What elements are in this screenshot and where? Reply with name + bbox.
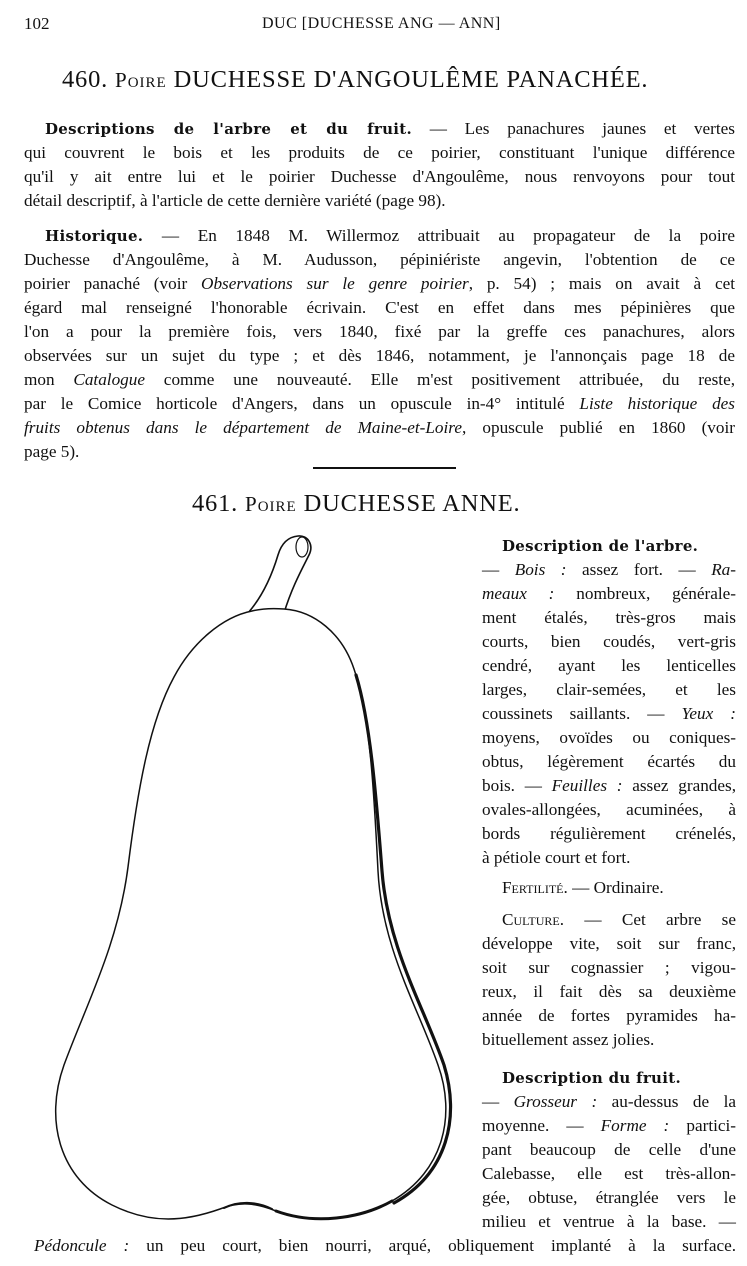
hist-line-5: l'on a pour la première fois, vers 1840, fixé par la greffe ces panachures, alors — [24, 322, 735, 341]
variety-name: DUCHESSE D'ANGOULÊME PANACHÉE. — [173, 66, 649, 93]
arbre-line-2: meaux : nombreux, généralе- — [482, 584, 736, 603]
hist-line-10: page 5). — [24, 442, 80, 461]
pedoncule-line: Pédoncule : un peu court, bien nourri, arqué, obliquement implanté à la surface. — [34, 1236, 736, 1255]
title-461 — [192, 490, 520, 518]
pear-illustration — [40, 525, 470, 1225]
culture-line-2: développe vite, soit sur franc, — [482, 934, 736, 953]
arbre-line-4: courts, bien coudés, vert-gris — [482, 632, 736, 651]
culture-line-5: année de fortes pyramides ha- — [482, 1006, 736, 1025]
poire-label: Poire — [245, 492, 297, 516]
title-460 — [62, 66, 648, 94]
arbre-line-1: — Bois : assez fort. — Ra- — [482, 560, 737, 579]
hist-line-7: mon Catalogue comme une nouveauté. Elle m'est positivement attribuée, du reste, — [24, 370, 735, 389]
fruit-line-4: Calebasse, elle est très-allon- — [482, 1164, 736, 1183]
hist-line-3: poirier panaché (voir Observations sur le genre poirier, p. 54) ; mais on avait à cet — [24, 274, 735, 293]
entry-number: 461. — [192, 490, 239, 517]
culture-line-1: Culture. — Cet arbre se — [502, 910, 736, 929]
hist-line-4: égard mal renseigné l'honorable écrivain. C'est en effet dans mes pépinières que — [24, 298, 735, 317]
poire-label: Poire — [115, 68, 167, 92]
desc-460-line-2: qui couvrent le bois et les produits de ce poirier, constituant l'unique différence — [24, 143, 735, 162]
arbre-line-3: ment étalés, très-gros mais — [482, 608, 736, 627]
arbre-line-5: cendré, ayant les lenticelles — [482, 656, 736, 675]
arbre-line-11: ovales-allongées, acuminées, à — [482, 800, 736, 819]
arbre-line-10: bois. — Feuilles : assez grandes, — [482, 776, 736, 795]
page-number: 102 — [24, 14, 50, 33]
desc-heading: Descriptions de l'arbre et du fruit. — [45, 120, 413, 138]
pedoncule-label: Pédoncule : — [34, 1236, 130, 1255]
arbre-line-12: bords régulièrement crénelés, — [482, 824, 736, 843]
culture-line-4: reux, il fait dès sa deuxième — [482, 982, 736, 1001]
hist-line-2: Duchesse d'Angoulême, à M. Audusson, pépiniériste angevin, l'obtention de ce — [24, 250, 735, 269]
culture-line-3: soit sur cognassier ; vigou- — [482, 958, 736, 977]
entry-number: 460. — [62, 66, 109, 93]
fertilite-label: Fertilité. — [502, 878, 568, 897]
section-divider — [313, 467, 456, 469]
fruit-line-6: milieu et ventrue à la base. — — [482, 1212, 736, 1231]
fruit-line-2: moyenne. — Forme : partici- — [482, 1116, 737, 1135]
variety-name: DUCHESSE ANNE. — [303, 490, 521, 517]
fruit-line-5: gée, obtuse, étranglée vers le — [482, 1188, 736, 1207]
arbre-line-8: moyens, ovoïdes ou coniques- — [482, 728, 736, 747]
desc-460-line-1: Descriptions de l'arbre et du fruit. — Les panachures jaunes et vertes — [45, 119, 735, 138]
fruit-heading: Description du fruit. — [502, 1069, 682, 1087]
arbre-line-6: larges, clair-semées, et les — [482, 680, 736, 699]
fruit-line-1: — Grosseur : au-dessus de la — [482, 1092, 736, 1111]
arbre-line-7: coussinets saillants. — Yeux : — [482, 704, 736, 723]
fertilite: Fertilité. — Ordinaire. — [502, 878, 664, 897]
running-title: DUC [DUCHESSE ANG — ANN] — [262, 15, 501, 32]
hist-line-1: Historique. — En 1848 M. Willermoz attribuait au propagateur de la poire — [45, 226, 735, 245]
hist-line-8: par le Comice horticole d'Angers, dans un opuscule in-4° intitulé Liste historique des — [24, 394, 735, 413]
culture-label: Culture. — [502, 910, 564, 929]
arbre-line-9: obtus, légèrement écartés du — [482, 752, 736, 771]
arbre-line-13: à pétiole court et fort. — [482, 848, 631, 867]
desc-460-line-4: détail descriptif, à l'article de cette dernière variété (page 98). — [24, 191, 446, 210]
arbre-heading: Description de l'arbre. — [502, 537, 699, 555]
hist-line-9: fruits obtenus dans le département de Maine-et-Loire, opuscule publié en 1860 (voir — [24, 418, 735, 437]
fruit-line-3: pant beaucoup de celle d'une — [482, 1140, 736, 1159]
hist-line-6: observées sur un sujet du type ; et dès 1846, notamment, je l'annonçais page 18 de — [24, 346, 735, 365]
culture-line-6: bituellement assez jolies. — [482, 1030, 655, 1049]
hist-heading: Historique. — [45, 227, 144, 245]
desc-460-line-3: qu'il y ait entre lui et le poirier Duchesse d'Angoulême, nous renvoyons pour tout — [24, 167, 735, 186]
